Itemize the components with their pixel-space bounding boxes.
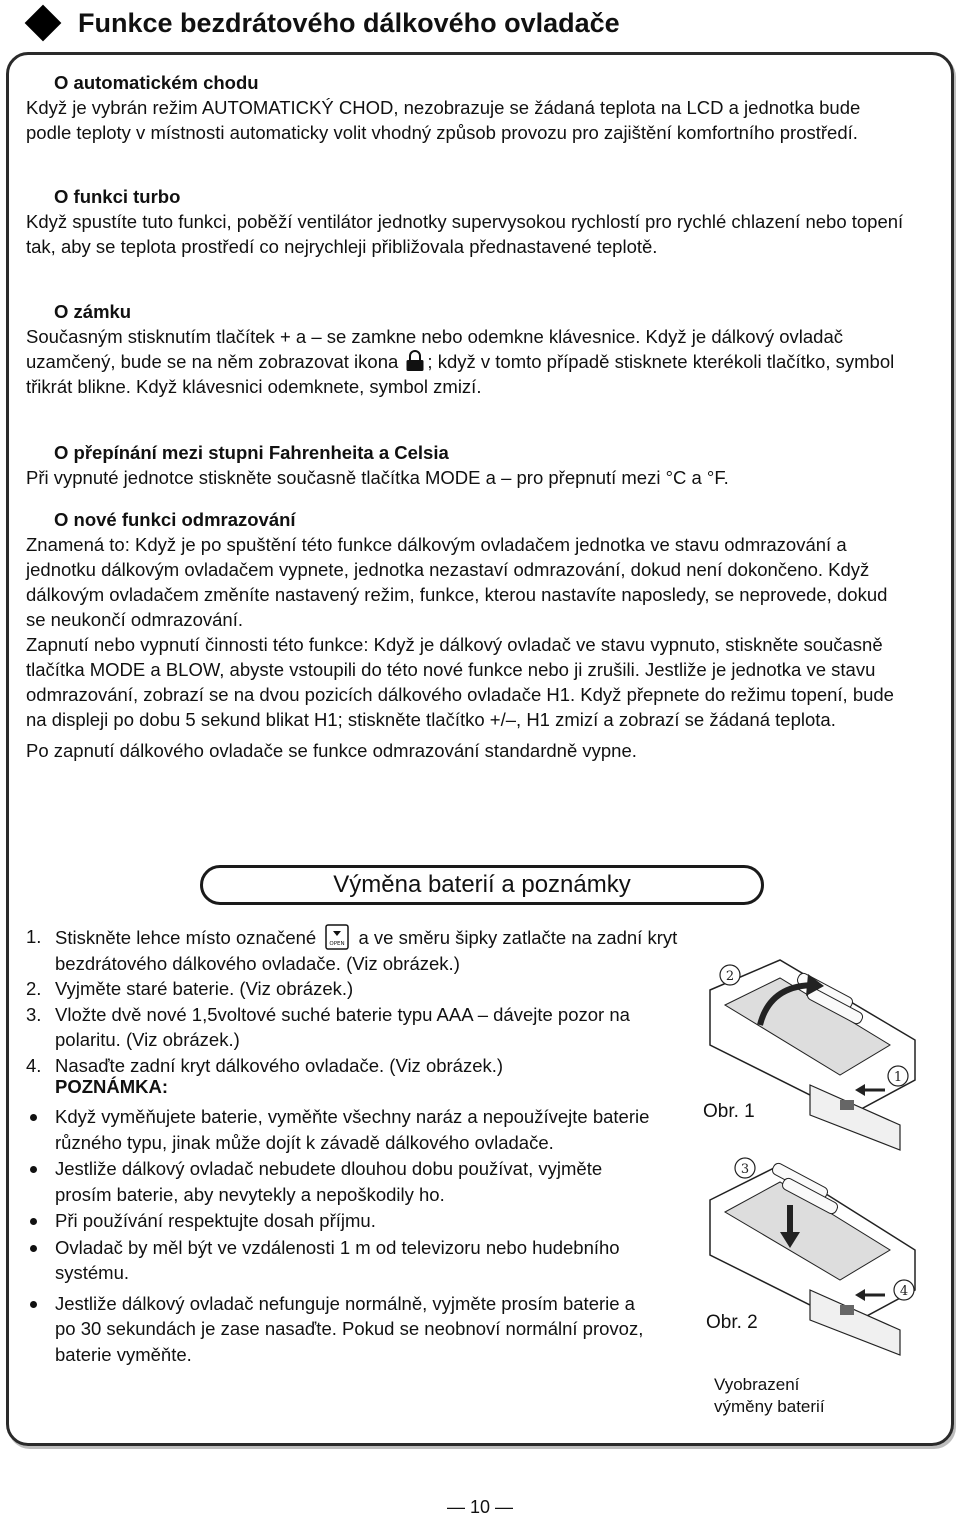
step-number: 2. [26, 978, 42, 999]
battery-section-banner [200, 865, 764, 905]
section-fahrenheit [26, 440, 906, 490]
page-title-text: Funkce bezdrátového dálkového ovladače [78, 7, 620, 38]
section-body: Při vypnuté jednotce stiskněte současně tlačítka MODE a – pro přepnutí mezi °C a °F. [26, 467, 729, 488]
battery-notes-list [26, 1104, 656, 1368]
battery-steps-list [26, 924, 686, 1078]
section-body-2: Zapnutí nebo vypnutí činnosti této funkce: Když je dálkový ovladač ve stavu vypnuto, stiskněte současně tlačítka MODE a BLOW, abyste vstoupili do této nové funkce nebo ji zrušili. Jestliže je jednotka ve stavu odmrazování, zobrazí se na dvou pozicích dálkového ovladače H1. Když přepnete do režimu topení, bude na displeji po dobu 5 sekund blikat H1; stiskněte tlačítko +/–, H1 zmizí a zobrazí se žádaná teplota. [26, 634, 894, 730]
section-turbo [26, 184, 906, 259]
list-item: Jestliže dálkový ovladač nefunguje normálně, vyjměte prosím baterie a po 30 sekundách je zase nasaďte. Pokud se neobnoví normální provoz, baterie vyměňte. [26, 1291, 656, 1368]
list-item [26, 1002, 686, 1053]
section-body: Když spustíte tuto funkci, poběží ventilátor jednotky supervysokou rychlostí pro rychlé chlazení nebo topení tak, aby se teplota prostředí co nejrychleji přibližovala přednastavené teplotě. [26, 211, 904, 257]
section-lock [26, 299, 906, 399]
section-heading: O přepínání mezi stupni Fahrenheita a Celsia [54, 442, 449, 463]
section-body-1: Znamená to: Když je po spuštění této funkce dálkovým ovladačem jednotka ve stavu odmrazování a jednotku dálkovým ovladačem vypnete, jednotka nezastaví odmrazování, dokud není dokončeno. Když dálkovým ovladačem změníte nastavený režim, funkce, kterou nastavíte naposledy, se neprovede, dokud se neukončí odmrazování. [26, 534, 888, 630]
section-body: Když je vybrán režim AUTOMATICKÝ CHOD, nezobrazuje se žádaná teplota na LCD a jednotka bude podle teploty v místnosti automaticky volit vhodný způsob provozu pro zajištění komfortního prostředí. [26, 97, 861, 143]
open-icon-label: OPEN [329, 941, 345, 947]
section-heading: O automatickém chodu [54, 72, 259, 93]
figure-caption [714, 1374, 825, 1418]
list-item: Při používání respektujte dosah příjmu. [26, 1208, 656, 1234]
list-item: Když vyměňujete baterie, vyměňte všechny naráz a nepoužívejte baterie různého typu, jinak může dojít k závadě dálkového ovladače. [26, 1104, 656, 1155]
section-defrost [26, 507, 906, 763]
section-body-3: Po zapnutí dálkového ovladače se funkce odmrazování standardně vypne. [26, 740, 637, 761]
section-body [26, 324, 906, 399]
list-item [26, 924, 686, 976]
figure-2-label: Obr. 2 [706, 1312, 758, 1333]
step-number: 4. [26, 1054, 42, 1076]
step-text-part1: Stiskněte lehce místo označené [55, 927, 317, 948]
figure-2-step-marker [735, 1158, 755, 1178]
section-heading: O funkci turbo [54, 186, 181, 207]
step-number: 3. [26, 1003, 42, 1025]
list-item: Ovladač by měl být ve vzdálenosti 1 m od televizoru nebo hudebního systému. [26, 1235, 656, 1286]
list-item: Jestliže dálkový ovladač nebudete dlouhou dobu používat, vyjměte prosím baterie, aby nevytekly a nepoškodily ho. [26, 1156, 656, 1207]
battery-banner-text: Výměna baterií a poznámky [333, 871, 631, 898]
lock-icon [405, 350, 425, 372]
open-button-icon [325, 924, 349, 950]
section-heading: O nové funkci odmrazování [54, 509, 296, 530]
step-number: 1. [26, 926, 42, 947]
page-title [22, 2, 620, 44]
section-auto [26, 70, 906, 145]
figure-1-step-marker [720, 965, 740, 985]
figure-caption-line-1: Vyobrazení [714, 1375, 800, 1394]
page-number: — 10 — [446, 1497, 514, 1517]
step-marker-2: 2 [725, 969, 735, 984]
section-heading: O zámku [54, 301, 132, 322]
step-marker-1: 1 [893, 1070, 903, 1085]
step-text: Vložte dvě nové 1,5voltové suché baterie typu AAA – dávejte pozor na polaritu. (Viz obrázek.) [55, 1003, 630, 1050]
step-marker-3: 3 [740, 1162, 750, 1177]
list-item [26, 976, 686, 1002]
step-text: Nasaďte zadní kryt dálkového ovladače. (Viz obrázek.) [55, 1054, 504, 1076]
step-marker-4: 4 [899, 1284, 909, 1299]
figure-2-step-marker [894, 1280, 914, 1300]
note-label: POZNÁMKA: [55, 1076, 169, 1097]
step-text-part2: a ve směru šipky zatlačte na zadní kryt bezdrátového dálkového ovladače. (Viz obrázek.) [55, 927, 678, 974]
figure-1-label: Obr. 1 [703, 1101, 755, 1122]
diamond-bullet-icon [25, 5, 62, 42]
lock-body-part1: Současným stisknutím tlačítek + a – se zamkne nebo odemkne klávesnice. Když je dálkový ovladač uzamčený, bude se na něm zobrazovat ikona [26, 326, 843, 372]
figure-1-step-marker [888, 1066, 908, 1086]
step-text: Vyjměte staré baterie. (Viz obrázek.) [55, 978, 354, 999]
figure-caption-line-2: výměny baterií [714, 1397, 825, 1416]
list-item [26, 1053, 686, 1079]
lock-body-part2: ; když v tomto případě stisknete kterékoli tlačítko, symbol třikrát blikne. Když klávesnici odemknete, symbol zmizí. [26, 351, 895, 397]
